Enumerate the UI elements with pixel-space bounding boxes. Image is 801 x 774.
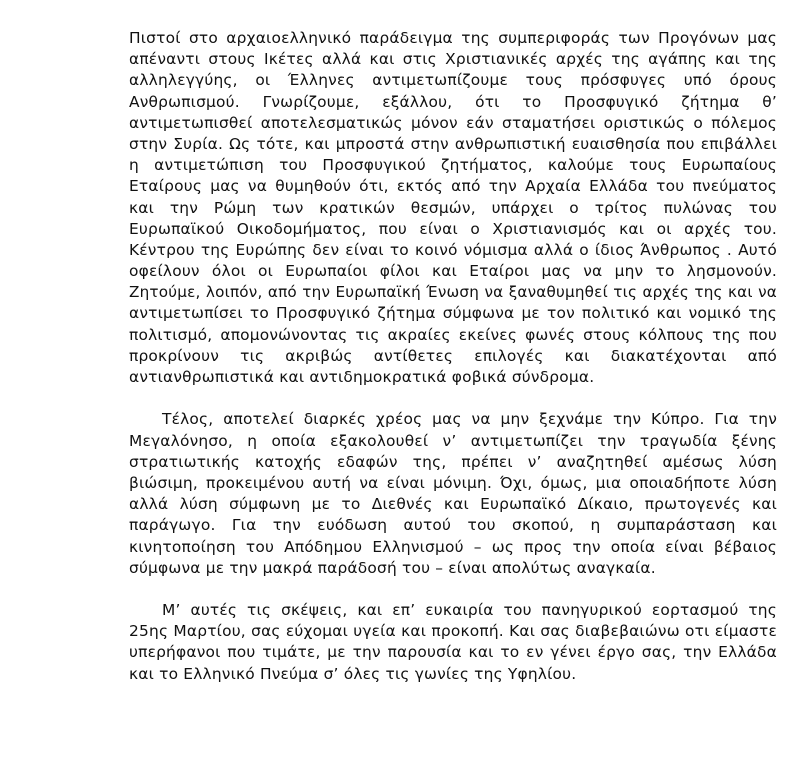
text-line: αλλά λύση σύμφωνη με το Διεθνές και Ευρωπαϊκό Δίκαιο, πρωτογενές και [129,495,777,514]
text-line: αλληλεγγύης, οι Έλληνες αντιμετωπίζουμε τους πρόσφυγες υπό όρους [129,71,777,90]
paragraph-refugees [129,28,777,388]
text-line: Μεγαλόνησο, η οποία εξακολουθεί ν’ αντιμετωπίζει την τραγωδία ξένης [129,431,777,450]
text-line: Ευρωπαϊκού Οικοδομήματος, που είναι ο Χριστιανισμός και οι αρχές του. [129,219,777,238]
text-line: Πιστοί στο αρχαιοελληνικό παράδειγμα της συμπεριφοράς των Προγόνων μας [129,29,777,47]
text-line: και το Ελληνικό Πνεύμα σ’ όλες τις γωνίες της Υφηλίου. [129,664,577,683]
text-line: Εταίρους μας να θυμηθούν ότι, εκτός από την Αρχαία Ελλάδα του πνεύματος [129,177,777,196]
paragraph-gap [129,579,777,600]
text-line: στρατιωτικής κατοχής εδαφών της, πρέπει ν’ αναζητηθεί αμέσως λύση [129,452,777,471]
paragraph-gap [129,388,777,409]
text-line: στην Συρία. Ως τότε, και μπροστά στην ανθρωπιστική ευαισθησία που επιβάλλει [129,134,777,153]
text-line: πολιτισμό, απομονώνοντας τις ακραίες εκείνες φωνές στους κόλπους της που [129,325,777,344]
text-line: προκρίνουν τις ακριβώς αντίθετες επιλογές και διακατέχονται από [129,346,777,365]
text-line: Τέλος, αποτελεί διαρκές χρέος μας να μην ξεχνάμε την Κύπρο. Για την [162,410,777,429]
text-line: παράγωγο. Για την ευόδωση αυτού του σκοπού, η συμπαράσταση και [129,516,777,535]
text-line: Κέντρου της Ευρώπης δεν είναι το κοινό νόμισμα αλλά ο ίδιος Άνθρωπος . Αυτό [129,240,777,259]
text-line: απέναντι στους Ικέτες αλλά και στις Χριστιανικές αρχές της αγάπης και της [129,50,777,69]
text-line: σύμφωνα με την μακρά παράδοσή του – είναι απολύτως αναγκαία. [129,558,656,577]
text-line: αντιμετωπισθεί αποτελεσματικώς μόνον εάν σταματήσει οριστικώς ο πόλεμος [129,113,777,132]
text-line: Ζητούμε, λοιπόν, από την Ευρωπαϊκή Ένωση να ξαναθυμηθεί τις αρχές της και να [129,283,777,302]
text-line: αντιμετωπίσει το Προσφυγικό ζήτημα σύμφωνα με τον πολιτικό και νομικό της [129,304,777,323]
text-line: βιώσιμη, προκειμένου αυτή να είναι μόνιμη. Όχι, όμως, μια οποιαδήποτε λύση [129,473,777,492]
document-body [129,28,777,685]
text-line: Μ’ αυτές τις σκέψεις, και επ’ ευκαιρία του πανηγυρικού εορτασμού της [162,601,777,620]
paragraph-cyprus [129,409,777,579]
text-line: η αντιμετώπιση του Προσφυγικού ζητήματος, καλούμε τους Ευρωπαίους [129,156,777,175]
paragraph-closing [129,600,777,685]
text-line: 25ης Μαρτίου, σας εύχομαι υγεία και προκοπή. Και σας διαβεβαιώνω οτι είμαστε [129,622,777,641]
text-line: και την Ρώμη των κρατικών θεσμών, υπάρχει ο τρίτος πυλώνας του [129,198,777,217]
text-line: υπερήφανοι που τιμάτε, με την παρουσία και το εν γένει έργο σας, την Ελλάδα [129,643,777,662]
text-line: κινητοποίηση του Απόδημου Ελληνισμού – ως προς την οποία είναι βέβαιος [129,537,777,556]
text-line: αντιανθρωπιστικά και αντιδημοκρατικά φοβικά σύνδρομα. [129,368,595,386]
text-line: Ανθρωπισμού. Γνωρίζουμε, εξάλλου, ότι το Προσφυγικό ζήτημα θ’ [129,92,777,111]
text-line: οφείλουν όλοι οι Ευρωπαίοι φίλοι και Εταίροι μας να μην το λησμονούν. [129,262,777,281]
